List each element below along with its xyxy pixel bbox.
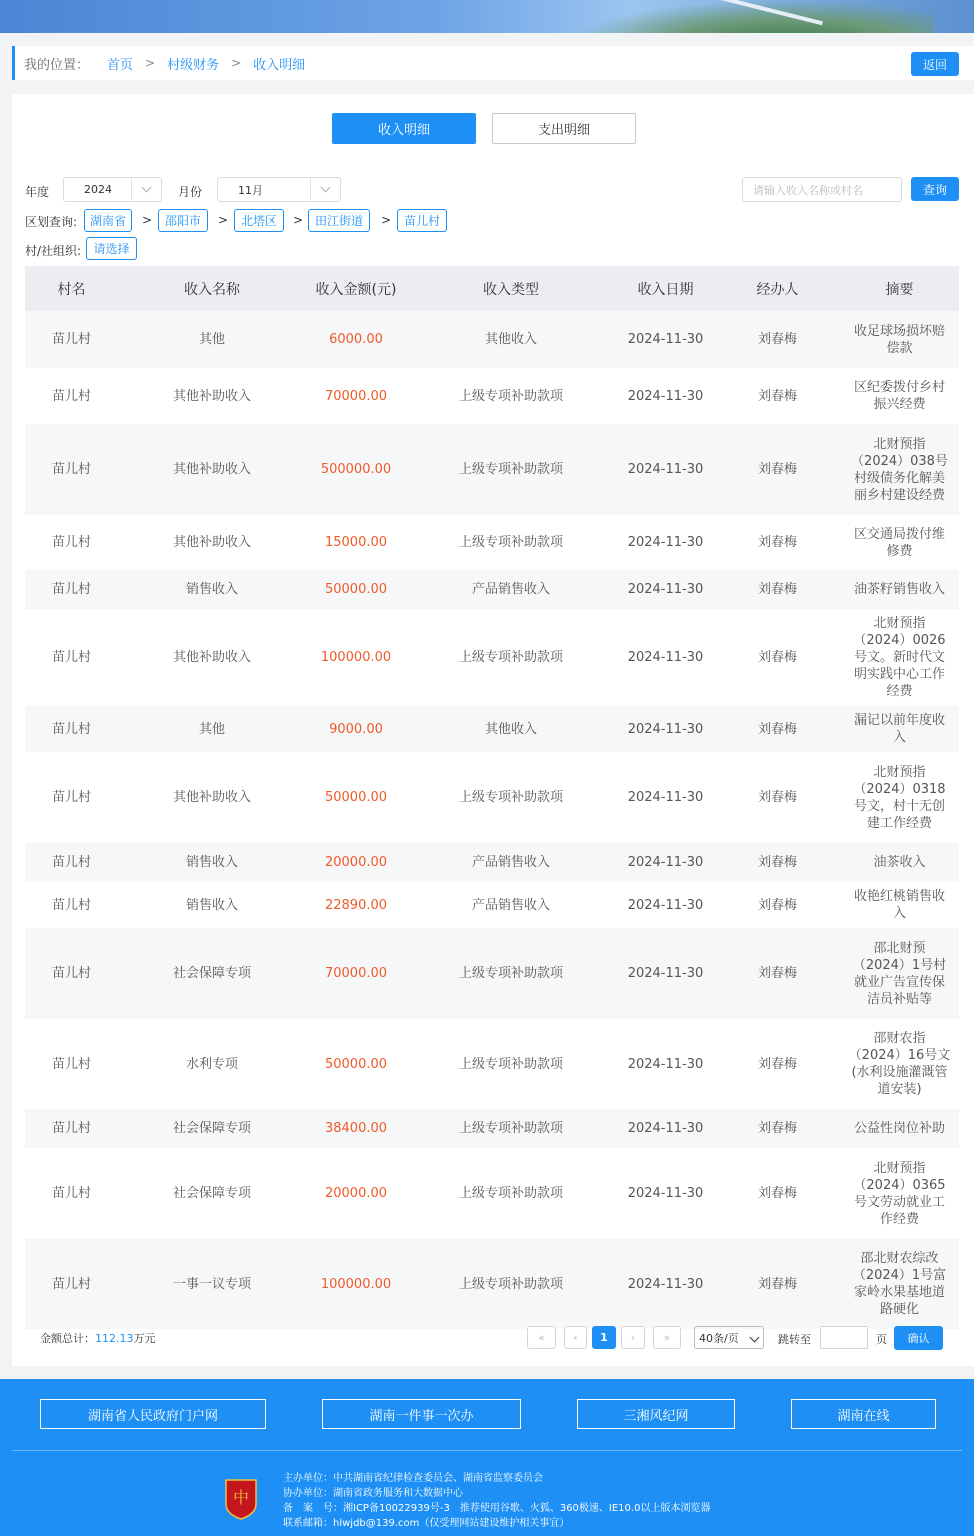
cell-amount: 50000.00 <box>306 1019 406 1109</box>
region-separator: > <box>218 213 229 227</box>
cell-income-type: 其他收入 <box>406 311 616 368</box>
cell-village: 苗儿村 <box>25 882 118 928</box>
cell-income-name: 社会保障专项 <box>118 928 306 1019</box>
cell-income-name: 其他 <box>118 706 306 752</box>
region-province[interactable]: 湖南省 <box>84 209 132 232</box>
table-row <box>25 752 959 843</box>
page-size-select[interactable] <box>694 1326 764 1349</box>
cell-income-type: 产品销售收入 <box>406 843 616 882</box>
cell-date: 2024-11-30 <box>616 1148 715 1239</box>
cell-income-name: 一事一议专项 <box>118 1239 306 1329</box>
org-label: 村/社组织: <box>25 244 82 258</box>
cell-village: 苗儿村 <box>25 1019 118 1109</box>
breadcrumb-label: 我的位置： <box>24 57 90 73</box>
cell-income-type: 产品销售收入 <box>406 882 616 928</box>
table-row <box>25 368 959 424</box>
cell-income-name: 其他补助收入 <box>118 515 306 570</box>
cell-memo: 公益性岗位补助 <box>840 1109 959 1148</box>
cell-handler: 刘春梅 <box>715 843 840 882</box>
income-table <box>25 266 959 1329</box>
party-emblem-icon <box>223 1478 259 1520</box>
footer-link-hunan-online[interactable]: 湖南在线 <box>791 1399 936 1429</box>
cell-memo: 油茶籽销售收入 <box>840 570 959 609</box>
cell-handler: 刘春梅 <box>715 311 840 368</box>
cell-date: 2024-11-30 <box>616 1239 715 1329</box>
cell-village: 苗儿村 <box>25 1148 118 1239</box>
header-banner <box>0 0 974 33</box>
cell-village: 苗儿村 <box>25 570 118 609</box>
region-village[interactable]: 苗儿村 <box>397 209 447 232</box>
year-value: 2024 <box>84 183 112 196</box>
footer-info <box>283 1471 710 1531</box>
cell-memo: 北财预指（2024）0365号文劳动就业工作经费 <box>840 1148 959 1239</box>
table-row <box>25 1148 959 1239</box>
prev-page-button[interactable]: ‹ <box>564 1326 587 1349</box>
year-select[interactable] <box>63 177 162 202</box>
cell-village: 苗儿村 <box>25 515 118 570</box>
footer-link-one-thing[interactable]: 湖南一件事一次办 <box>322 1399 521 1429</box>
cell-village: 苗儿村 <box>25 1109 118 1148</box>
breadcrumb-home[interactable]: 首页 <box>107 57 134 73</box>
page-unit-label: 页 <box>876 1333 887 1346</box>
back-button[interactable]: 返回 <box>911 52 959 76</box>
cell-income-type: 上级专项补助款项 <box>406 1239 616 1329</box>
year-label: 年度 <box>25 185 50 199</box>
region-street[interactable]: 田江街道 <box>308 209 370 232</box>
cell-income-name: 其他补助收入 <box>118 609 306 706</box>
cell-date: 2024-11-30 <box>616 882 715 928</box>
cell-village: 苗儿村 <box>25 1239 118 1329</box>
table-row <box>25 1019 959 1109</box>
cell-village: 苗儿村 <box>25 311 118 368</box>
cell-date: 2024-11-30 <box>616 1109 715 1148</box>
region-district[interactable]: 北塔区 <box>234 209 284 232</box>
cell-memo: 收艳红桃销售收入 <box>840 882 959 928</box>
cell-village: 苗儿村 <box>25 752 118 843</box>
cell-amount: 70000.00 <box>306 928 406 1019</box>
cell-income-type: 产品销售收入 <box>406 570 616 609</box>
cell-income-name: 社会保障专项 <box>118 1109 306 1148</box>
cell-date: 2024-11-30 <box>616 311 715 368</box>
footer-icp: 备 案 号：湘ICP备10022939号-3 推荐使用谷歌、火狐、360极速、IE10.0以上版本浏览器 <box>283 1503 711 1514</box>
region-label: 区划查询: <box>25 215 78 229</box>
cell-handler: 刘春梅 <box>715 706 840 752</box>
cell-date: 2024-11-30 <box>616 1019 715 1109</box>
last-page-button[interactable]: » <box>653 1326 681 1349</box>
cell-memo: 北财预指（2024）0026号文。新时代文明实践中心工作经费 <box>840 609 959 706</box>
cell-memo: 收足球场损坏赔偿款 <box>840 311 959 368</box>
footer-co-sponsor: 协办单位：湖南省政务服务和大数据中心 <box>283 1488 463 1499</box>
cell-village: 苗儿村 <box>25 706 118 752</box>
cell-handler: 刘春梅 <box>715 609 840 706</box>
site-footer <box>0 1379 974 1536</box>
cell-memo: 油茶收入 <box>840 843 959 882</box>
pagination-bar <box>12 1316 974 1356</box>
cell-income-name: 其他补助收入 <box>118 368 306 424</box>
header-income-type: 收入类型 <box>406 266 616 311</box>
cell-amount: 15000.00 <box>306 515 406 570</box>
cell-date: 2024-11-30 <box>616 928 715 1019</box>
cell-amount: 50000.00 <box>306 752 406 843</box>
cell-amount: 6000.00 <box>306 311 406 368</box>
table-row <box>25 882 959 928</box>
cell-handler: 刘春梅 <box>715 570 840 609</box>
cell-amount: 70000.00 <box>306 368 406 424</box>
header-handler: 经办人 <box>715 266 840 311</box>
table-row <box>25 515 959 570</box>
cell-amount: 100000.00 <box>306 1239 406 1329</box>
cell-date: 2024-11-30 <box>616 843 715 882</box>
cell-income-type: 上级专项补助款项 <box>406 1019 616 1109</box>
region-separator: > <box>142 213 153 227</box>
header-amount: 收入金额(元) <box>306 266 406 311</box>
next-page-button[interactable]: › <box>621 1326 645 1349</box>
chevron-down-icon <box>310 178 340 201</box>
table-row <box>25 311 959 368</box>
cell-date: 2024-11-30 <box>616 752 715 843</box>
cell-date: 2024-11-30 <box>616 570 715 609</box>
cell-date: 2024-11-30 <box>616 515 715 570</box>
cell-handler: 刘春梅 <box>715 882 840 928</box>
chevron-down-icon <box>750 1333 760 1343</box>
cell-handler: 刘春梅 <box>715 424 840 515</box>
header-village: 村名 <box>25 266 118 311</box>
footer-link-hunan-gov[interactable]: 湖南省人民政府门户网 <box>40 1399 266 1429</box>
cell-date: 2024-11-30 <box>616 368 715 424</box>
cell-memo: 北财预指（2024）0318号文，村十无创建工作经费 <box>840 752 959 843</box>
breadcrumb <box>12 46 974 80</box>
cell-amount: 100000.00 <box>306 609 406 706</box>
cell-income-type: 其他收入 <box>406 706 616 752</box>
emblem-text: 中 <box>232 1488 250 1507</box>
header-income-name: 收入名称 <box>118 266 306 311</box>
cell-handler: 刘春梅 <box>715 1019 840 1109</box>
cell-income-type: 上级专项补助款项 <box>406 515 616 570</box>
cell-income-type: 上级专项补助款项 <box>406 1148 616 1239</box>
cell-income-name: 销售收入 <box>118 882 306 928</box>
table-row <box>25 928 959 1019</box>
cell-memo: 邵北财预（2024）1号村就业广告宣传保洁员补贴等 <box>840 928 959 1019</box>
month-label: 月份 <box>178 185 203 199</box>
cell-handler: 刘春梅 <box>715 1109 840 1148</box>
cell-income-name: 其他 <box>118 311 306 368</box>
month-select[interactable] <box>217 177 341 202</box>
table-row <box>25 843 959 882</box>
cell-handler: 刘春梅 <box>715 1239 840 1329</box>
cell-handler: 刘春梅 <box>715 928 840 1019</box>
cell-income-type: 上级专项补助款项 <box>406 609 616 706</box>
amount-total-label: 金额总计： <box>40 1332 95 1345</box>
chevron-down-icon <box>131 178 161 201</box>
cell-village: 苗儿村 <box>25 368 118 424</box>
amount-total-unit: 万元 <box>133 1332 156 1345</box>
table-row <box>25 570 959 609</box>
table-row <box>25 424 959 515</box>
cell-income-name: 其他补助收入 <box>118 752 306 843</box>
cell-date: 2024-11-30 <box>616 706 715 752</box>
cell-village: 苗儿村 <box>25 424 118 515</box>
cell-income-name: 社会保障专项 <box>118 1148 306 1239</box>
cell-income-type: 上级专项补助款项 <box>406 368 616 424</box>
cell-income-name: 水利专项 <box>118 1019 306 1109</box>
page-1-button[interactable]: 1 <box>592 1326 616 1349</box>
org-select-button[interactable]: 请选择 <box>86 237 137 260</box>
cell-handler: 刘春梅 <box>715 1148 840 1239</box>
cell-amount: 9000.00 <box>306 706 406 752</box>
cell-memo: 邵财农指（2024）16号文(水利设施灌溉管道安装) <box>840 1019 959 1109</box>
tab-expense-detail[interactable]: 支出明细 <box>492 113 636 144</box>
cell-income-type: 上级专项补助款项 <box>406 424 616 515</box>
cell-amount: 20000.00 <box>306 843 406 882</box>
breadcrumb-separator: > <box>231 56 242 70</box>
cell-village: 苗儿村 <box>25 928 118 1019</box>
cell-amount: 38400.00 <box>306 1109 406 1148</box>
table-header-row <box>25 266 959 311</box>
breadcrumb-separator: > <box>145 56 156 70</box>
cell-memo: 北财预指（2024）038号村级债务化解美丽乡村建设经费 <box>840 424 959 515</box>
page-size-value: 40条/页 <box>699 1331 739 1345</box>
jump-page-input[interactable] <box>820 1326 868 1349</box>
first-page-button[interactable]: « <box>527 1326 556 1349</box>
cell-handler: 刘春梅 <box>715 752 840 843</box>
cell-amount: 22890.00 <box>306 882 406 928</box>
cell-income-name: 销售收入 <box>118 570 306 609</box>
cell-amount: 50000.00 <box>306 570 406 609</box>
footer-link-sanxiang[interactable]: 三湘风纪网 <box>577 1399 735 1429</box>
footer-sponsor: 主办单位：中共湖南省纪律检查委员会、湖南省监察委员会 <box>283 1473 543 1484</box>
tab-income-detail[interactable]: 收入明细 <box>332 113 476 144</box>
cell-memo: 邵北财农综改（2024）1号富家岭水果基地道路硬化 <box>840 1239 959 1329</box>
cell-income-type: 上级专项补助款项 <box>406 1109 616 1148</box>
month-value: 11月 <box>238 183 263 197</box>
breadcrumb-income-detail[interactable]: 收入明细 <box>253 57 306 73</box>
region-separator: > <box>293 213 304 227</box>
cell-memo: 区纪委拨付乡村振兴经费 <box>840 368 959 424</box>
region-separator: > <box>381 213 392 227</box>
cell-memo: 漏记以前年度收入 <box>840 706 959 752</box>
cell-income-type: 上级专项补助款项 <box>406 752 616 843</box>
cell-income-name: 其他补助收入 <box>118 424 306 515</box>
cell-income-type: 上级专项补助款项 <box>406 928 616 1019</box>
table-row <box>25 706 959 752</box>
amount-total-value: 112.13 <box>95 1332 134 1345</box>
cell-handler: 刘春梅 <box>715 515 840 570</box>
cell-amount: 500000.00 <box>306 424 406 515</box>
footer-divider <box>12 1450 962 1451</box>
cell-village: 苗儿村 <box>25 609 118 706</box>
confirm-jump-button[interactable]: 确认 <box>894 1326 943 1350</box>
cell-date: 2024-11-30 <box>616 609 715 706</box>
main-panel <box>12 94 974 1366</box>
cell-handler: 刘春梅 <box>715 368 840 424</box>
amount-total <box>40 1330 156 1346</box>
cell-memo: 区交通局拨付维修费 <box>840 515 959 570</box>
cell-village: 苗儿村 <box>25 843 118 882</box>
query-button[interactable]: 查询 <box>911 177 959 201</box>
cell-date: 2024-11-30 <box>616 424 715 515</box>
cell-amount: 20000.00 <box>306 1148 406 1239</box>
footer-email: 联系邮箱：hlwjdb@139.com（仅受理网站建设维护相关事宜） <box>283 1518 570 1529</box>
header-date: 收入日期 <box>616 266 715 311</box>
search-input[interactable]: 请输入收入名称或村名 <box>742 177 902 202</box>
table-row <box>25 1109 959 1148</box>
breadcrumb-village-finance[interactable]: 村级财务 <box>167 57 220 73</box>
table-row <box>25 609 959 706</box>
header-memo: 摘要 <box>840 266 959 311</box>
cell-income-name: 销售收入 <box>118 843 306 882</box>
region-city[interactable]: 邵阳市 <box>158 209 208 232</box>
jump-label: 跳转至 <box>778 1333 811 1346</box>
